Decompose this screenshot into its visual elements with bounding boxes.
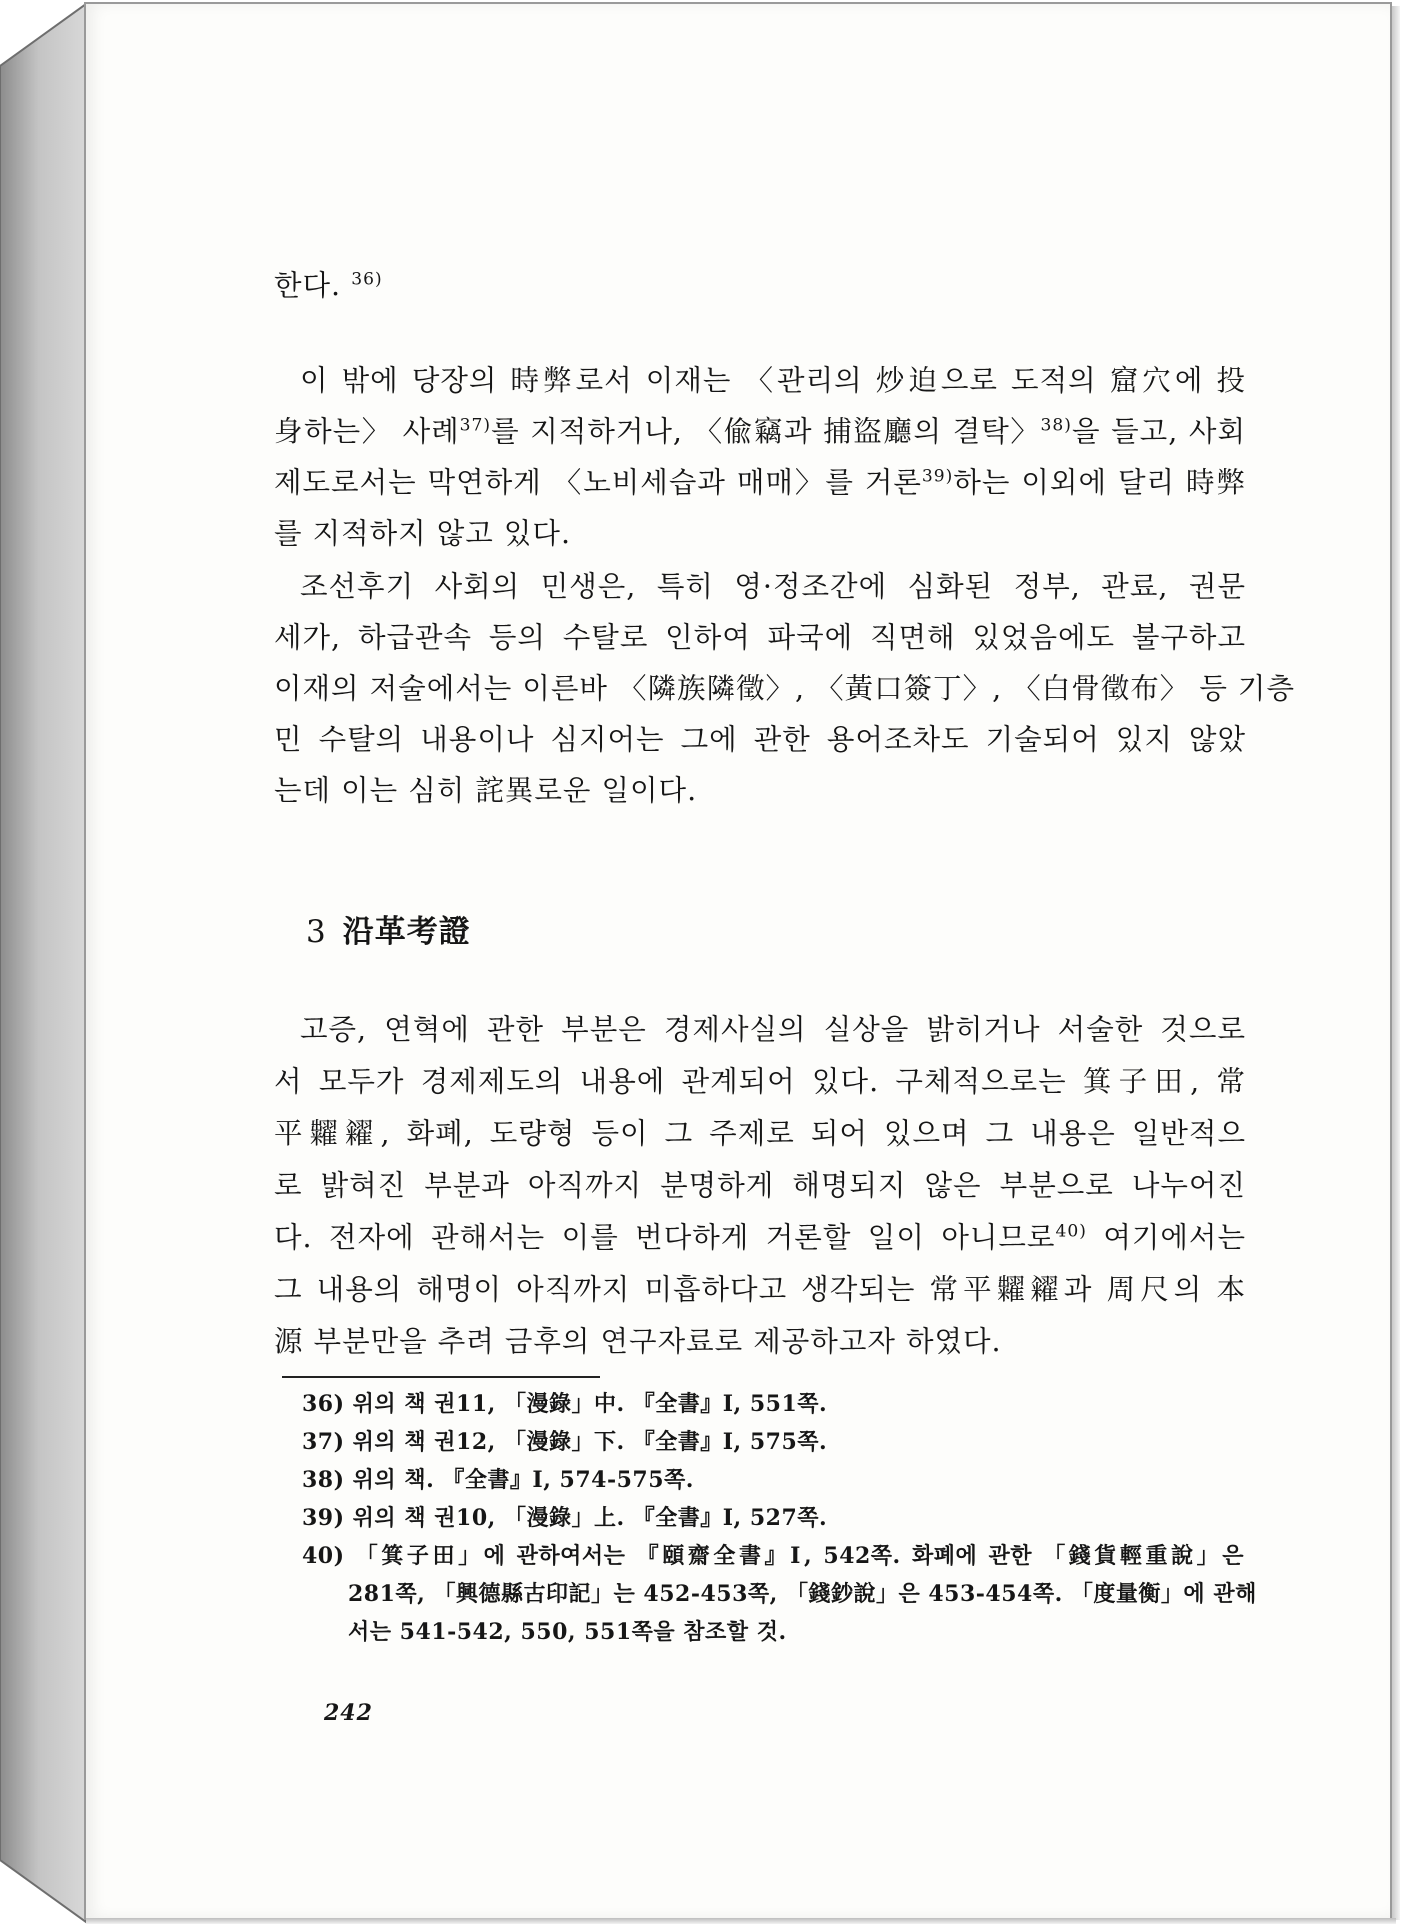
page-bottom-shadow [86,1918,1396,1924]
body-line: 源 부분만을 추려 금후의 연구자료로 제공하고자 하였다. [274,1325,1002,1358]
footnote: 37) 위의 책 권12, 「漫錄」下. 『全書』Ⅰ, 575쪽. [302,1429,828,1455]
body-line: 조선후기 사회의 민생은, 특히 영·정조간에 심화된 정부, 관료, 권문 [300,570,1246,603]
body-line: 고증, 연혁에 관한 부분은 경제사실의 실상을 밝히거나 서술한 것으로 [300,1013,1246,1046]
footnote: 39) 위의 책 권10, 「漫錄」上. 『全書』Ⅰ, 527쪽. [302,1505,828,1531]
body-line: 제도로서는 막연하게 〈노비세습과 매매〉를 거론$^{39)}$하는 이외에 달리 時弊 [274,466,1247,499]
footnote: 36) 위의 책 권11, 「漫錄」中. 『全書』Ⅰ, 551쪽. [302,1391,828,1417]
section-title: 沿革考證 [342,914,471,950]
page-number: 242 [324,1700,373,1726]
body-line: 민 수탈의 내용이나 심지어는 그에 관한 용어조차도 기술되어 있지 않았 [274,723,1246,756]
body-line: 다. 전자에 관해서는 이를 번다하게 거론할 일이 아니므로$^{40)}$ 여기에서는 [274,1221,1246,1254]
footnote-ref: 39) [921,466,954,487]
body-line: 이 밖에 당장의 時弊로서 이재는 〈관리의 炒迫으로 도적의 窟穴에 投 [300,364,1246,397]
footnote-ref: 40) [1055,1221,1087,1242]
footnote-continuation: 서는 541-542, 550, 551쪽을 참조할 것. [348,1619,787,1645]
page-edge-shadow [1392,6,1400,1920]
book-page [84,2,1392,1920]
body-line: 로 밝혀진 부분과 아직까지 분명하게 해명되지 않은 부분으로 나누어진 [274,1169,1246,1202]
section-heading [306,912,471,952]
body-line: 平糶糴, 화폐, 도량형 등이 그 주제로 되어 있으며 그 내용은 일반적으 [274,1117,1246,1150]
body-line: 한다. $^{36)}$ [274,269,383,302]
body-line: 그 내용의 해명이 아직까지 미흡하다고 생각되는 常平糶糴과 周尺의 本 [274,1273,1246,1306]
footnote-ref: 37) [459,415,492,436]
footnote: 38) 위의 책. 『全書』Ⅰ, 574-575쪽. [302,1467,694,1493]
body-line: 身하는〉 사례$^{37)}$를 지적하거나, 〈偸竊과 捕盜廳의 결탁〉$^{38)}$을 들고, 사회 [274,415,1246,448]
body-line: 이재의 저술에서는 이른바 〈隣族隣徵〉, 〈黃口簽丁〉, 〈白骨徵布〉 등 기층 [274,672,1295,705]
body-line: 서 모두가 경제제도의 내용에 관계되어 있다. 구체적으로는 箕子田, 常 [274,1065,1246,1098]
book-spine [0,0,86,1926]
body-line: 는데 이는 심히 詫異로운 일이다. [274,774,698,807]
footnote-ref: 38) [1040,415,1072,436]
body-line: 를 지적하지 않고 있다. [274,517,572,550]
body-line: 세가, 하급관속 등의 수탈로 인하여 파국에 직면해 있었음에도 불구하고 [274,621,1246,654]
footnote-ref: 36) [351,269,383,290]
footnote-continuation: 281쪽, 「興德縣古印記」는 452-453쪽, 「錢鈔說」은 453-454쪽. 「度量衡」에 관해 [348,1581,1257,1607]
section-number: 3 [306,914,327,950]
footnote: 40) 「箕子田」에 관하여서는 『頤齋全書』Ⅰ, 542쪽. 화폐에 관한 「錢貨輕重說」은 [302,1543,1244,1569]
footnote-divider [282,1376,600,1378]
